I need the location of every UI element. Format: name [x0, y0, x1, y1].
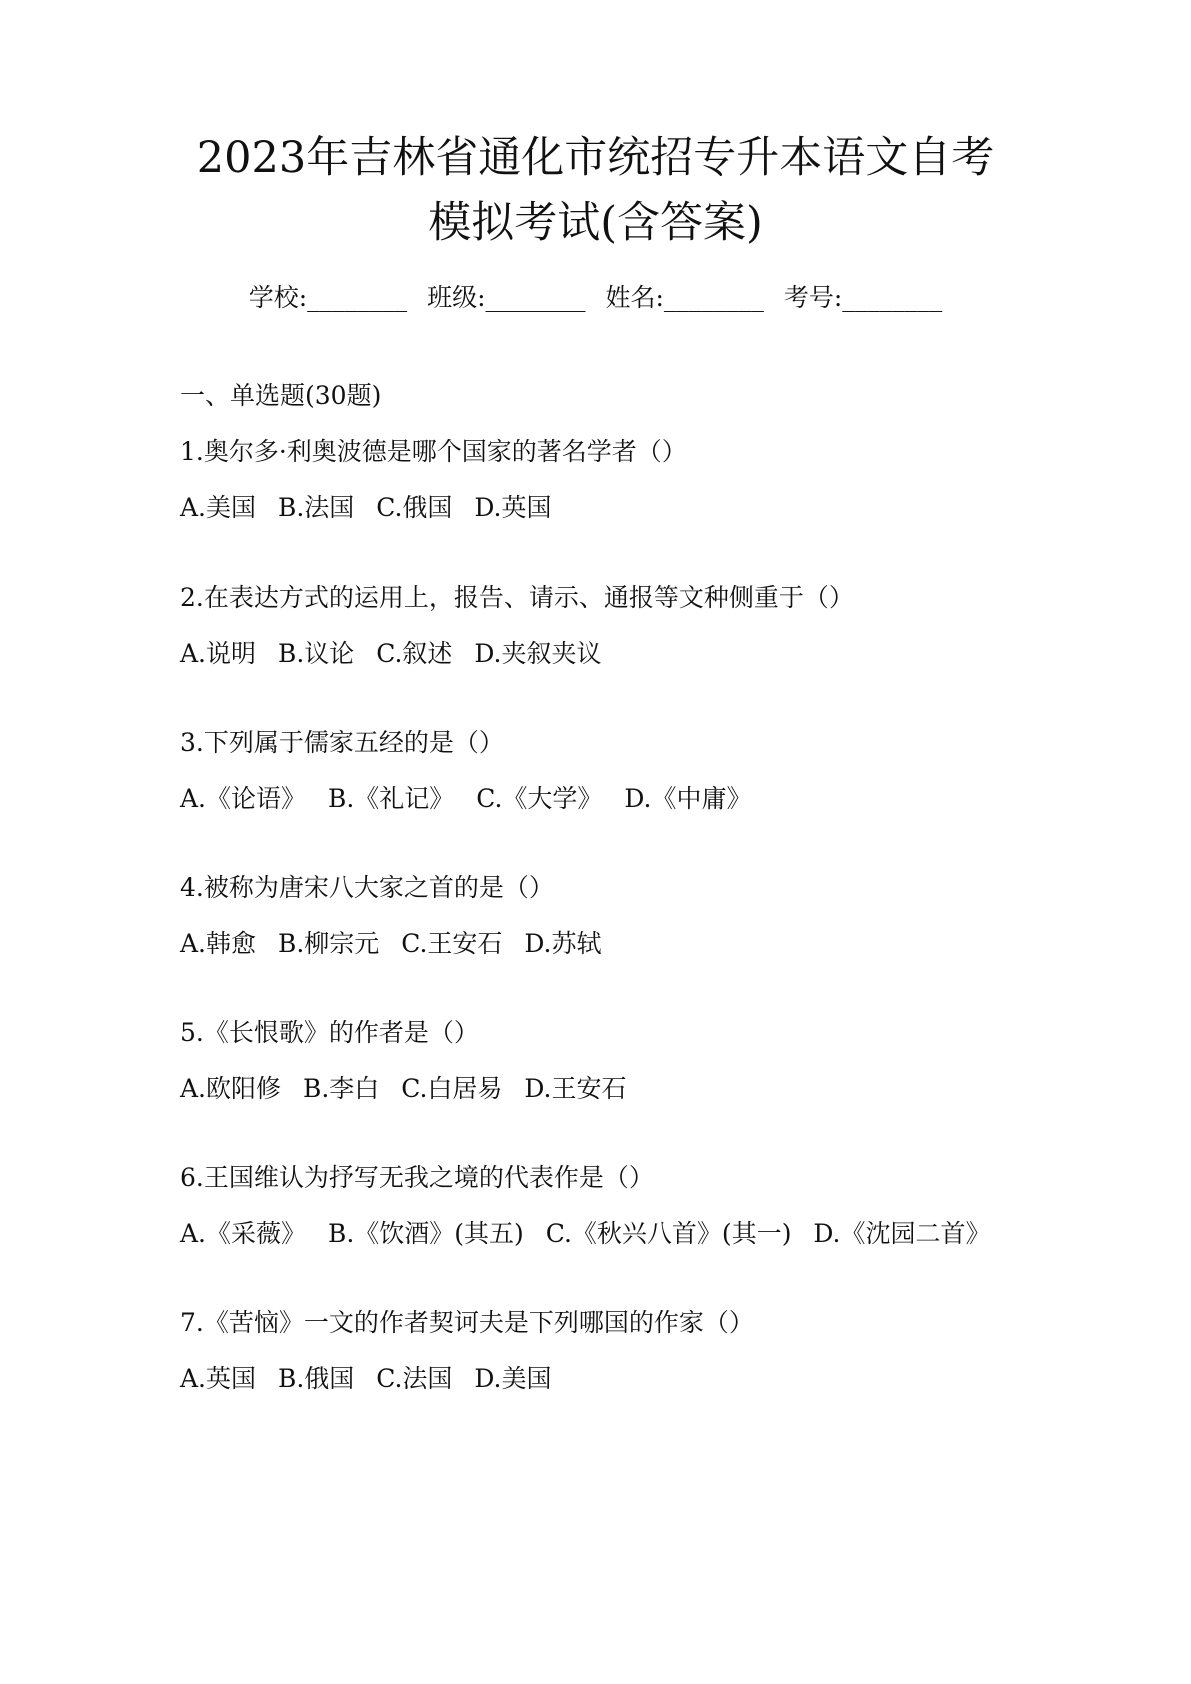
option-a: A.美国 [180, 493, 257, 522]
question-options [180, 1071, 641, 1107]
option-b: B.《饮酒》(其五) [327, 1219, 524, 1248]
option-a: A.欧阳修 [180, 1074, 282, 1103]
option-d: D.《沈园二首》 [813, 1219, 991, 1248]
option-b: B.《礼记》 [327, 784, 455, 813]
question-stem: 4.被称为唐宋八大家之首的是（） [180, 873, 554, 902]
option-a: A.韩愈 [180, 929, 257, 958]
question-stem: 2.在表达方式的运用上，报告、请示、通报等文种侧重于（） [180, 583, 854, 612]
option-a: A.英国 [180, 1364, 257, 1393]
question-stem: 5.《长恨歌》的作者是（） [180, 1018, 479, 1047]
option-d: D.夹叙夹议 [474, 639, 602, 668]
option-c: C.《秋兴八首》(其一) [545, 1219, 792, 1248]
option-d: D.苏轼 [524, 929, 602, 958]
option-b: B.俄国 [277, 1364, 355, 1393]
option-d: D.英国 [474, 493, 552, 522]
option-c: C.《大学》 [476, 784, 603, 813]
question-options [180, 781, 766, 817]
section-heading: 一、单选题(30题) [180, 381, 382, 410]
option-c: C.法国 [376, 1364, 453, 1393]
option-c: C.俄国 [376, 493, 453, 522]
option-d: D.美国 [474, 1364, 552, 1393]
option-b: B.李白 [302, 1074, 380, 1103]
question-options [180, 1361, 566, 1397]
question-options [180, 926, 616, 962]
option-d: D.《中庸》 [624, 784, 752, 813]
option-c: C.叙述 [376, 639, 453, 668]
class-field: 班级:________ [427, 283, 586, 312]
option-c: C.王安石 [401, 929, 503, 958]
option-b: B.法国 [277, 493, 355, 522]
page-title-line-2: 模拟考试(含答案) [428, 198, 763, 248]
option-b: B.柳宗元 [277, 929, 380, 958]
question-options [180, 1216, 1005, 1252]
option-c: C.白居易 [401, 1074, 503, 1103]
page-title-line-1: 2023年吉林省通化市统招专升本语文自考 [196, 133, 995, 183]
option-a: A.《采薇》 [180, 1219, 307, 1248]
question-stem: 1.奥尔多·利奥波德是哪个国家的著名学者（） [180, 437, 687, 466]
question-options [180, 636, 616, 672]
option-b: B.议论 [277, 639, 355, 668]
exam-number-field: 考号:________ [783, 283, 943, 312]
question-stem: 7.《苦恼》一文的作者契诃夫是下列哪国的作家（） [180, 1308, 754, 1337]
name-field: 姓名:________ [605, 283, 764, 312]
question-stem: 3.下列属于儒家五经的是（） [180, 728, 504, 757]
question-stem: 6.王国维认为抒写无我之境的代表作是（） [180, 1163, 654, 1192]
question-options [180, 490, 566, 526]
option-a: A.《论语》 [180, 784, 307, 813]
student-info-row [0, 280, 1191, 316]
option-d: D.王安石 [524, 1074, 627, 1103]
school-field: 学校:________ [248, 283, 408, 312]
option-a: A.说明 [180, 639, 257, 668]
